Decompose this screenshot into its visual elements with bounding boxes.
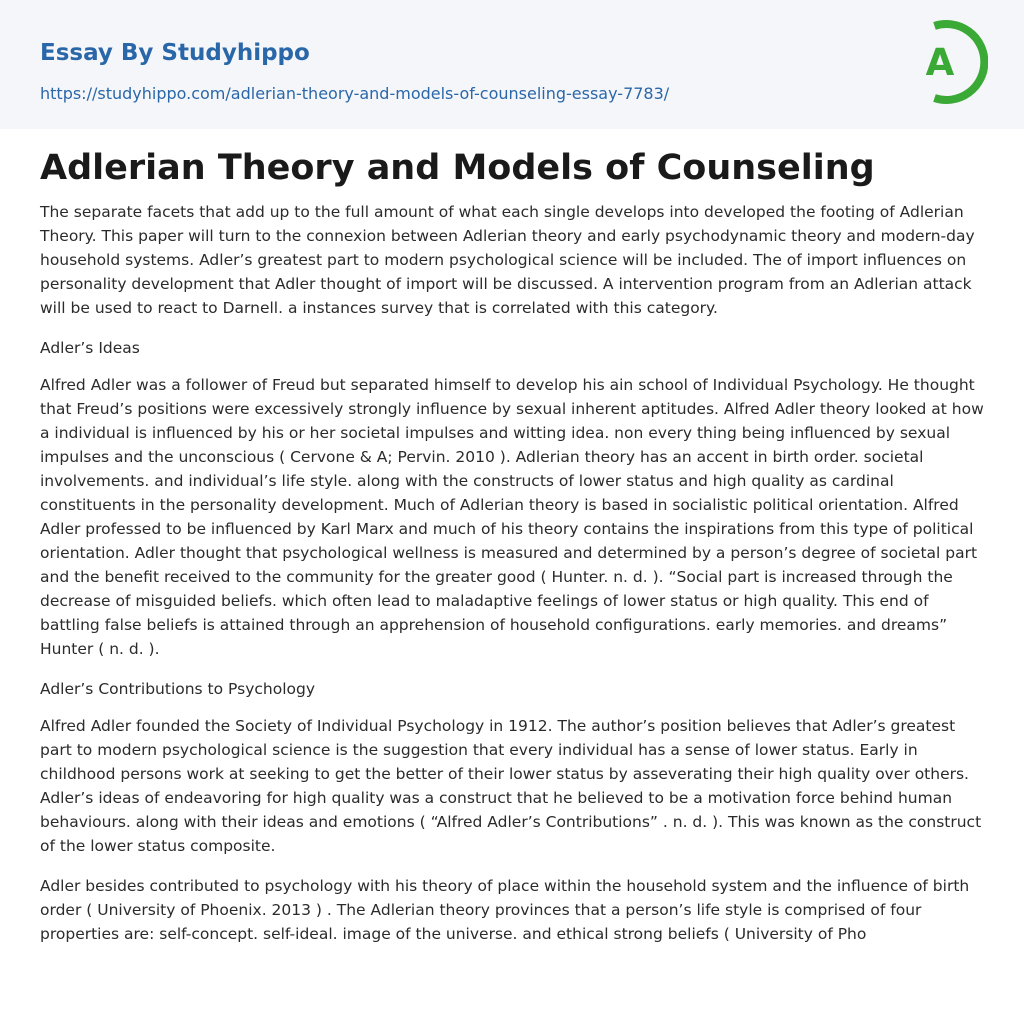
section-heading-ideas: Adler’s Ideas — [40, 339, 140, 357]
intro-paragraph: The separate facets that add up to the full amount of what each single develops into developed the footing of Adlerian Theory. This paper will turn to the connexion between Adlerian theory and early psychodynamic theory and modern-day household systems. Adler’s greatest part to modern psychological science will be included. The of import influences on personality development that Adler thought of import will be discussed. A intervention program from an Adlerian attack will be used to react to Darnell. a instances survey that is correlated with this category. — [40, 203, 975, 317]
brand-title[interactable]: Essay By Studyhippo — [40, 40, 310, 66]
page-title: Adlerian Theory and Models of Counseling — [40, 148, 875, 188]
essay-url-link[interactable]: https://studyhippo.com/adlerian-theory-and-models-of-counseling-essay-7783/ — [40, 84, 670, 103]
section-heading-contributions: Adler’s Contributions to Psychology — [40, 680, 315, 698]
contributions-paragraph-1: Alfred Adler founded the Society of Individual Psychology in 1912. The author’s position believes that Adler’s greatest part to modern psychological science is the suggestion that every individual has a sense of lower status. Early in childhood persons work at seeking to get the better of their lower status by asseverating their high quality over others. Adler’s ideas of endeavoring for high quality was a construct that he believed to be a motivation force behind human behaviours. along with their ideas and emotions ( “Alfred Adler’s Contributions” . n. d. ). This was known as the construct of the lower status composite. — [40, 717, 982, 855]
logo-letter: A — [925, 41, 955, 84]
contributions-paragraph-2: Adler besides contributed to psychology with his theory of place within the household system and the influence of birth order ( University of Phoenix. 2013 ) . The Adlerian theory provinces that a person’s life style is comprised of four properties are: self-concept. self-ideal. image of the universe. and ethical strong beliefs ( University of Pho — [40, 877, 970, 943]
ideas-paragraph: Alfred Adler was a follower of Freud but separated himself to develop his ain school of Individual Psychology. He thought that Freud’s positions were excessively strongly influence by sexual inherent aptitudes. Alfred Adler theory looked at how a individual is influenced by his or her societal impulses and witting idea. non every thing being influenced by sexual impulses and the unconscious ( Cervone & A; Pervin. 2010 ). Adlerian theory has an accent in birth order. societal involvements. and individual’s life style. along with the constructs of lower status and high quality as cardinal constituents in the personality development. Much of Adlerian theory is based in socialistic political orientation. Alfred Adler professed to be influenced by Karl Marx and much of his theory contains the inspirations from this type of political orientation. Adler thought that psychological wellness is measured and determined by a person’s degree of societal part and the benefit received to the community for the greater good ( Hunter. n. d. ). “Social part is increased through the decrease of misguided beliefs. which often lead to maladaptive feelings of lower status or high quality. This end of battling false beliefs is attained through an apprehension of household configurations. early memories. and dreams” Hunter ( n. d. ). — [40, 376, 984, 658]
studyhippo-logo-icon[interactable] — [896, 18, 988, 106]
article-body — [40, 142, 985, 962]
site-header — [0, 0, 1024, 129]
